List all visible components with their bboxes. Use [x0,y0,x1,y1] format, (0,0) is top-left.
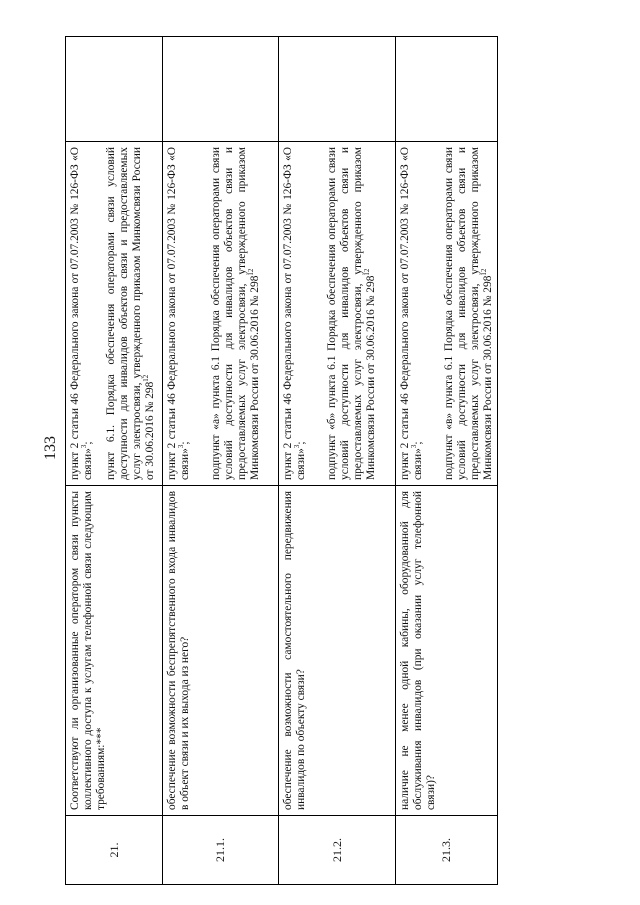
table-row [396,37,498,885]
reference-law: пункт 2 статьи 46 Федерального закона от 07.07.2003 № 126-ФЗ «О связи»$^3$; [69,147,94,480]
answer-cell [279,37,396,142]
legal-references [163,142,279,486]
reference-law: пункт 2 статьи 46 Федерального закона от 07.07.2003 № 126-ФЗ «О связи»$^3$; [399,147,424,480]
table-row [279,37,396,885]
row-number: 21.2. [279,816,396,885]
answer-cell [66,37,163,142]
question-text: обеспечение возможности беспрепятственного входа инвалидов в объект связи и их выхода из него? [163,486,279,816]
row-number: 21. [66,816,163,885]
table-rotated-container [65,37,494,885]
reference-order: подпункт «в» пункта 6.1 Порядка обеспечения операторами связи условий доступности для инвалидов объектов связи и предоставляемых услуг электросвязи, утвержденного приказом Минкомсвязи России от 30.06.2016 № $298^{12}$ [443,147,494,480]
row-number: 21.1. [163,816,279,885]
answer-cell [163,37,279,142]
question-text: наличие не менее одной кабины, оборудованной для обслуживания инвалидов (при оказании услуг телефонной связи)? [396,486,498,816]
answer-cell [396,37,498,142]
question-text: обеспечение возможности самостоятельного передвижения инвалидов по объекту связи? [279,486,396,816]
reference-order: пункт 6.1. Порядка обеспечения операторами связи условий доступности для инвалидов объектов связи и предоставляемых услуг электросвязи, утвержденного приказом Минкомсвязи России от 30.06.2016 № $298^{12}$ [105,147,156,480]
legal-references [279,142,396,486]
reference-law: пункт 2 статьи 46 Федерального закона от 07.07.2003 № 126-ФЗ «О связи»$^3$; [282,147,307,480]
page-number: 133 [42,436,59,460]
legal-references [66,142,163,486]
table-row [66,37,163,885]
reference-order: подпункт «а» пункта 6.1 Порядка обеспечения операторами связи условий доступности для инвалидов объектов связи и предоставляемых услуг электросвязи, утвержденного приказом Минкомсвязи России от 30.06.2016 № $298^{12}$ [210,147,261,480]
reference-law: пункт 2 статьи 46 Федерального закона от 07.07.2003 № 126-ФЗ «О связи»$^3$; [166,147,191,480]
legal-references [396,142,498,486]
table-row [163,37,279,885]
requirements-table [65,36,498,885]
row-number: 21.3. [396,816,498,885]
question-text: Соответствуют ли организованные оператором связи пункты коллективного доступа к услугам телефонной связи следующим требованиям:*** [66,486,163,816]
reference-order: подпункт «б» пункта 6.1 Порядка обеспечения операторами связи условий доступности для инвалидов объектов связи и предоставляемых услуг электросвязи, утвержденного приказом Минкомсвязи России от 30.06.2016 № $298^{12}$ [326,147,377,480]
